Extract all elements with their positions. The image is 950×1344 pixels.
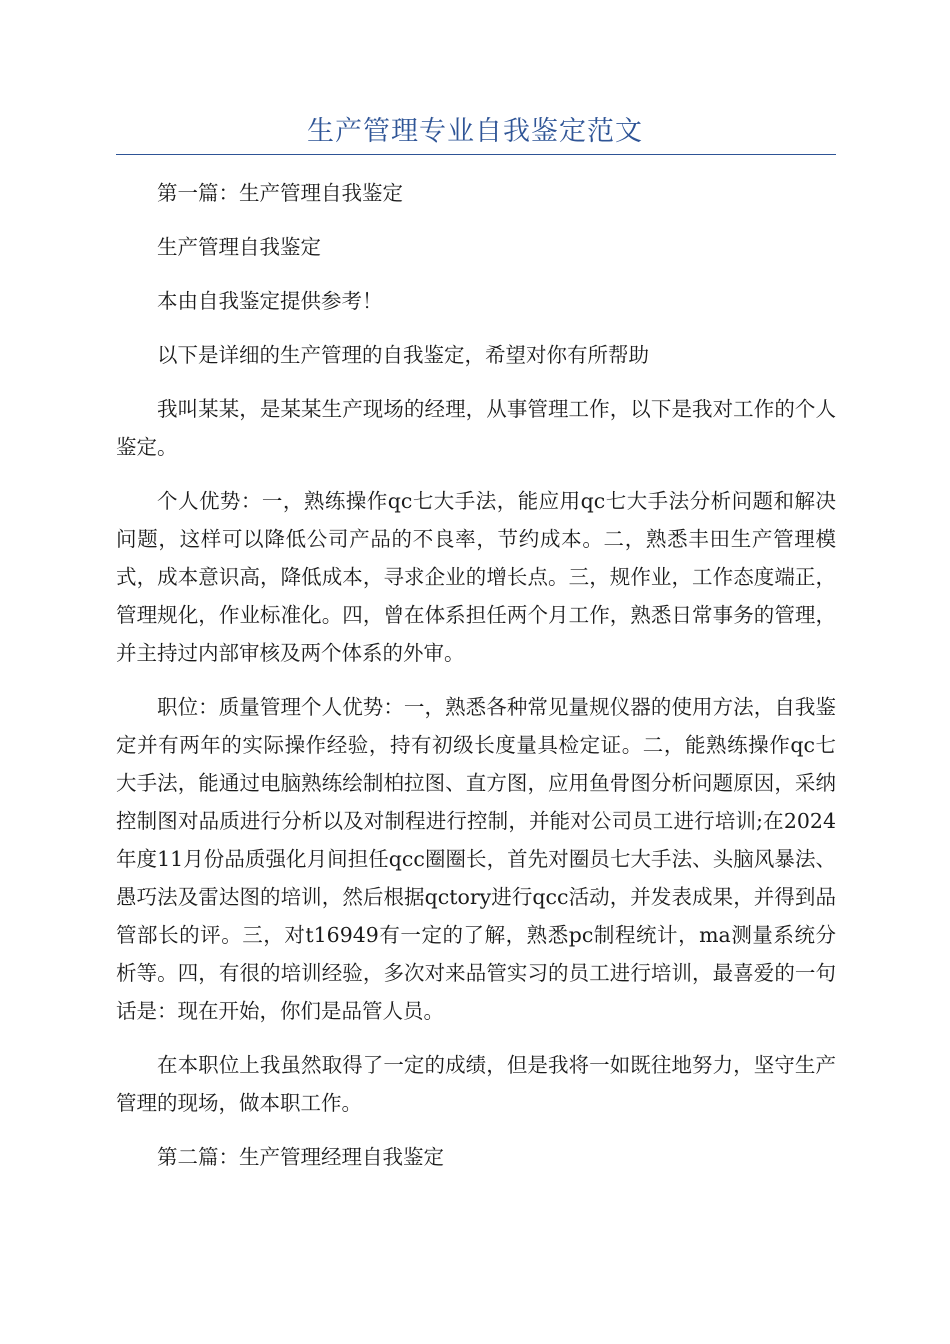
paragraph-intro: 以下是详细的生产管理的自我鉴定，希望对你有所帮助 xyxy=(157,343,649,367)
paragraph-self-introduction: 我叫某某，是某某生产现场的经理，从事管理工作，以下是我对工作的个人鉴定。 xyxy=(116,397,836,459)
paragraph-conclusion: 在本职位上我虽然取得了一定的成绩，但是我将一如既往地努力，坚守生产管理的现场，做本职工作。 xyxy=(116,1053,836,1115)
paragraph-heading-part-one: 第一篇：生产管理自我鉴定 xyxy=(157,181,403,205)
paragraph-quality-management: 职位：质量管理个人优势：一，熟悉各种常见量规仪器的使用方法，自我鉴定并有两年的实际操作经验，持有初级长度量具检定证。二，能熟练操作qc七大手法，能通过电脑熟练绘制柏拉图、直方图，应用鱼骨图分析问题原因，采纳控制图对品质进行分析以及对制程进行控制，并能对公司员工进行培训;在2024年度11月份品质强化月间担任qcc圈圈长，首先对圈员七大手法、头脑风暴法、愚巧法及雷达图的培训，然后根据qctory进行qcc活动，并发表成果，并得到品管部长的评。三，对t16949有一定的了解，熟悉pc制程统计，ma测量系统分析等。四，有很的培训经验，多次对来品管实习的员工进行培训，最喜爱的一句话是：现在开始，你们是品管人员。 xyxy=(116,695,836,1023)
document-title: 生产管理专业自我鉴定范文 xyxy=(307,116,643,147)
paragraph-subtitle: 生产管理自我鉴定 xyxy=(157,235,321,259)
paragraph-personal-strengths: 个人优势：一，熟练操作qc七大手法，能应用qc七大手法分析问题和解决问题，这样可以降低公司产品的不良率，节约成本。二，熟悉丰田生产管理模式，成本意识高，降低成本，寻求企业的增长点。三，规作业，工作态度端正，管理规化，作业标准化。四，曾在体系担任两个月工作，熟悉日常事务的管理，并主持过内部审核及两个体系的外审。 xyxy=(116,489,836,665)
title-underline xyxy=(116,154,836,155)
paragraph-source-note: 本由自我鉴定提供参考！ xyxy=(157,289,383,313)
document-body xyxy=(116,174,836,1192)
paragraph-heading-part-two: 第二篇：生产管理经理自我鉴定 xyxy=(157,1145,444,1169)
